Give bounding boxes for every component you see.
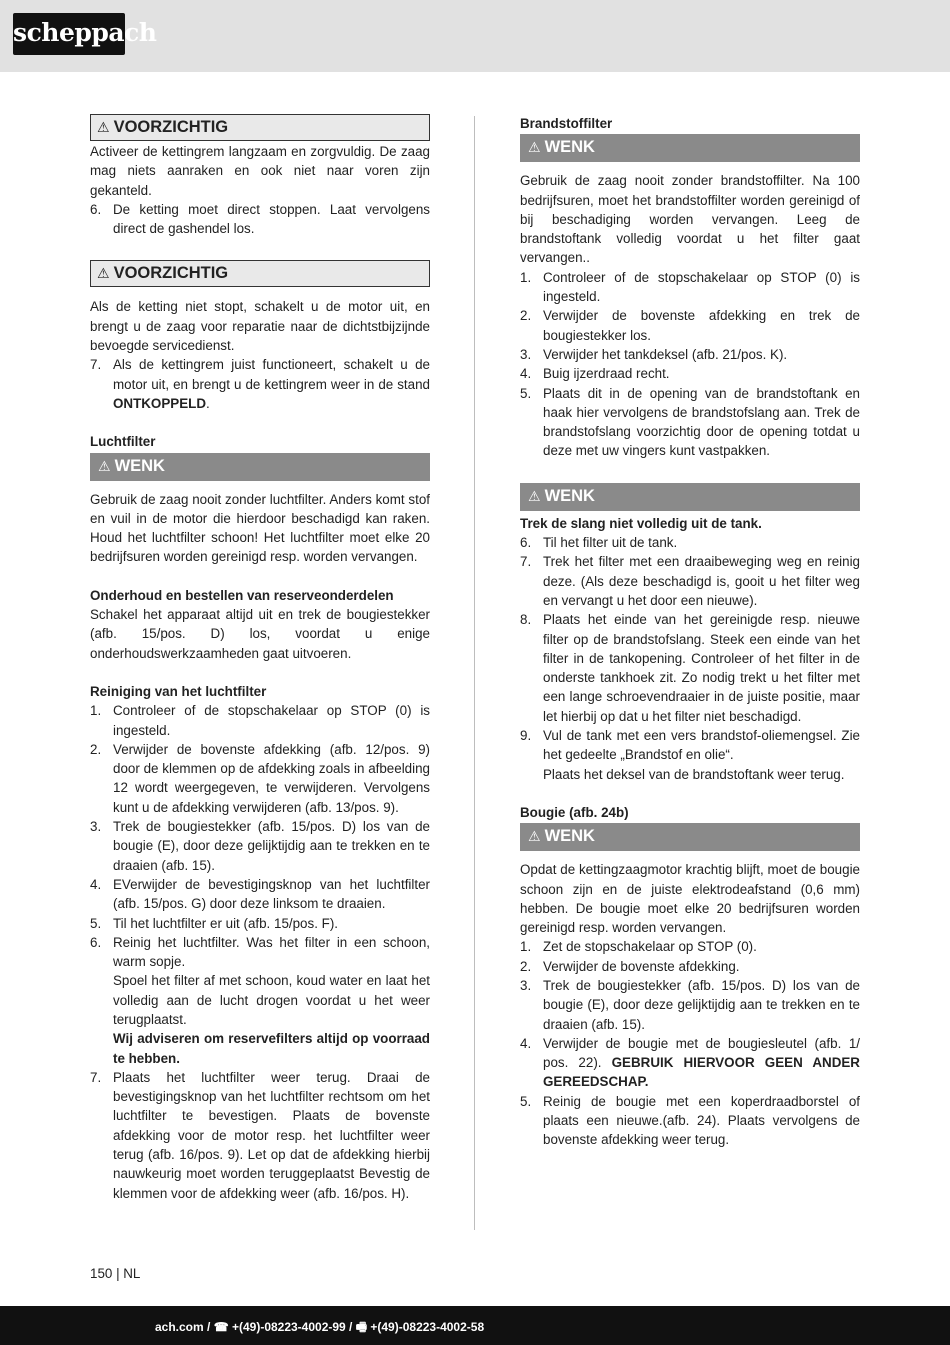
list-item: 1. Zet de stopschakelaar op STOP (0). (520, 939, 757, 955)
section-heading: Bougie (afb. 24b) (520, 804, 629, 820)
list-item: 2. Verwijder de bovenste afdekking (afb. 12/pos. 9) door de klemmen op de afdekking zoals in afbeelding 12 wordt weergegeven, te verwijderen. Vervolgens kunt u de afdekking verwijderen (afb. 13/pos. 9). (90, 741, 430, 815)
list-item: 7. Als de kettingrem juist functioneert, schakelt u de motor uit, en brengt u de kettingrem weer in de stand ONTKOPPELD. (90, 357, 430, 411)
brand-logo: scheppach (13, 13, 125, 55)
note-box: ⚠ WENK (520, 134, 860, 162)
warning-icon: ⚠ (528, 829, 541, 846)
list-item: 4. Buig ijzerdraad recht. (520, 366, 670, 382)
column-divider (474, 116, 475, 1230)
list-item: 7. Plaats het luchtfilter weer terug. Draai de bevestigingsknop van het luchtfilter rechtsom om het luchtfilter te bevestigen. Plaats de bovenste afdekking voor de motor resp. het luchtfilter weer terug (afb. 16/pos. 9). Let op dat de afdekking hierbij nauwkeurig moet worden teruggeplaatst Bevestig de klemmen voor de afdekking weer (afb. 16/pos. H). (90, 1069, 430, 1201)
section-heading: Reiniging van het luchtfilter (90, 683, 267, 699)
note-box: ⚠ WENK (520, 483, 860, 511)
left-column (90, 114, 430, 1203)
list-item: 2. Verwijder de bovenste afdekking. (520, 958, 740, 974)
list-item-continuation: Spoel het filter af met schoon, koud water en laat het volledig aan de lucht drogen voordat u het weer terugplaatst. (113, 973, 430, 1027)
warning-icon: ⚠ (98, 458, 111, 475)
note-box: ⚠ WENK (520, 823, 860, 851)
list-item: 8. Plaats het einde van het gereinigde resp. nieuwe filter op de brandstofslang. Steek een einde van het filter in de tankopening. Controleer of het filter in de onderste tankhoek zit. Zo nodig trekt u het filter met een lange schroevendraaier in de juiste positie, maar let hierbij op dat u het filter niet beschadigd. (520, 612, 860, 724)
step-list (520, 268, 860, 461)
paragraph: Activeer de kettingrem langzaam en zorgvuldig. De zaag mag niets aanraken en ook niet naar voren zijn gekanteld. (90, 144, 430, 198)
paragraph: Gebruik de zaag nooit zonder brandstoffilter. Na 100 bedrijfsuren, moet het brandstoffilter worden gereinigd of bij beschadiging worden vervangen. Leeg de brandstoftank volledig voordat u het filter gaat vervangen.. (520, 173, 860, 266)
step-list (90, 355, 430, 413)
contact-info: ach.com / ☎ +(49)-08223-4002-99 / 🖷 +(49)-08223-4002-58 (155, 1320, 485, 1334)
list-item: 2. Verwijder de bovenste afdekking en trek de bougiestekker los. (520, 308, 860, 343)
list-item: 3. Trek de bougiestekker (afb. 15/pos. D) los van de bougie (E), door deze gelijktijdig aan te trekken en te draaien (afb. 15). (520, 977, 860, 1032)
list-item: 5. Reinig de bougie met een koperdraadborstel of plaats een nieuwe.(afb. 24). Plaats vervolgens de bovenste afdekking weer terug. (520, 1093, 860, 1148)
paragraph: Gebruik de zaag nooit zonder luchtfilter. Anders komt stof en vuil in de motor die hierdoor beschadigd kan raken. Houd het luchtfilter schoon! Het luchtfilter moet elke 20 bedrijfsuren worden gereinigd resp. worden vervangen. (90, 491, 430, 565)
step-list (90, 200, 430, 239)
list-item: 1. Controleer of de stopschakelaar op STOP (0) is ingesteld. (90, 703, 430, 738)
section-heading: Luchtfilter (90, 434, 156, 450)
step-list (520, 937, 860, 1149)
paragraph: Schakel het apparaat altijd uit en trek de bougiestekker (afb. 15/pos. D) los, voordat u enige onderhoudswerkzaamheden gaat uitvoeren. (90, 607, 430, 661)
warning-icon: ⚠ (528, 488, 541, 505)
step-list (90, 701, 430, 1203)
section-heading: Brandstoffilter (520, 116, 613, 131)
page-footer (0, 1306, 950, 1345)
page-header (0, 0, 950, 72)
list-item: 6. Reinig het luchtfilter. Was het filter in een schoon, warm sopje. Spoel het filter af met schoon, koud water en laat het volledig aan de lucht drogen voordat u het weer terugplaatst. Wij adviseren om reservefilters altijd op voorraad te hebben. (90, 933, 430, 1068)
list-item-continuation: Plaats het deksel van de brandstoftank weer terug. (543, 766, 845, 782)
warning-icon: ⚠ (97, 266, 110, 283)
step-list (520, 533, 860, 784)
list-item: 4. EVerwijder de bevestigingsknop van het luchtfilter (afb. 15/pos. G) door deze linksom te draaien. (90, 876, 430, 912)
list-item: 3. Verwijder het tankdeksel (afb. 21/pos. K). (520, 346, 788, 362)
list-item: 9. Vul de tank met een vers brandstof-oliemengsel. Zie het gedeelte „Brandstof en olie“. Plaats het deksel van de brandstoftank weer terug. (520, 726, 860, 784)
list-item: 7. Trek het filter met een draaibeweging weg en reinig deze. (Als deze beschadigd is, gooit u het filter weg en vervangt u het door een nieuwe). (520, 554, 860, 608)
language-code: NL (123, 1266, 141, 1281)
caution-box: ⚠ VOORZICHTIG (90, 114, 430, 141)
section-heading: Onderhoud en bestellen van reserveonderdelen (90, 587, 394, 603)
list-item: 4. Verwijder de bougie met de bougiesleutel (afb. 1/ pos. 22). GEBRUIK HIERVOOR GEEN ANDER GEREEDSCHAP. (520, 1035, 860, 1090)
emphasis-text: Trek de slang niet volledig uit de tank. (520, 515, 762, 531)
list-item: 5. Plaats dit in de opening van de brandstoftank en haak hier vervolgens de brandstofslang aan. Trek de brandstofslang voorzichtig door de opening totdat u deze met uw vingers kunt vastpakken. (520, 385, 860, 459)
note-box: ⚠ WENK (90, 453, 430, 481)
caution-box: ⚠ VOORZICHTIG (90, 260, 430, 287)
list-item: 6. Til het filter uit de tank. (520, 535, 678, 551)
paragraph: Opdat de kettingzaagmotor krachtig blijft, moet de bougie schoon zijn en de juiste elektrodeafstand (0,6 mm) hebben. De bougie moet elke 20 bedrijfsuren worden gereinigd resp. worden vervangen. (520, 862, 860, 936)
list-item: 6. De ketting moet direct stoppen. Laat vervolgens direct de gashendel los. (90, 201, 430, 237)
list-item: 1. Controleer of de stopschakelaar op STOP (0) is ingesteld. (520, 269, 860, 305)
list-item: 3. Trek de bougiestekker (afb. 15/pos. D) los van de bougie (E), door deze gelijktijdig aan te trekken en te draaien (afb. 15). (90, 819, 430, 873)
paragraph: Als de ketting niet stopt, schakelt u de motor uit, en brengt u de zaag voor reparatie naar de dichtstbijzijnde bevoegde servicedienst. (90, 299, 430, 354)
warning-icon: ⚠ (528, 140, 541, 157)
list-item: 5. Til het luchtfilter er uit (afb. 15/pos. F). (90, 915, 338, 931)
warning-icon: ⚠ (97, 120, 110, 136)
list-item-emphasis: Wij adviseren om reservefilters altijd op voorraad te hebben. (113, 1031, 430, 1066)
right-column (520, 114, 860, 1150)
page-number: 150 | NL (90, 1266, 141, 1281)
